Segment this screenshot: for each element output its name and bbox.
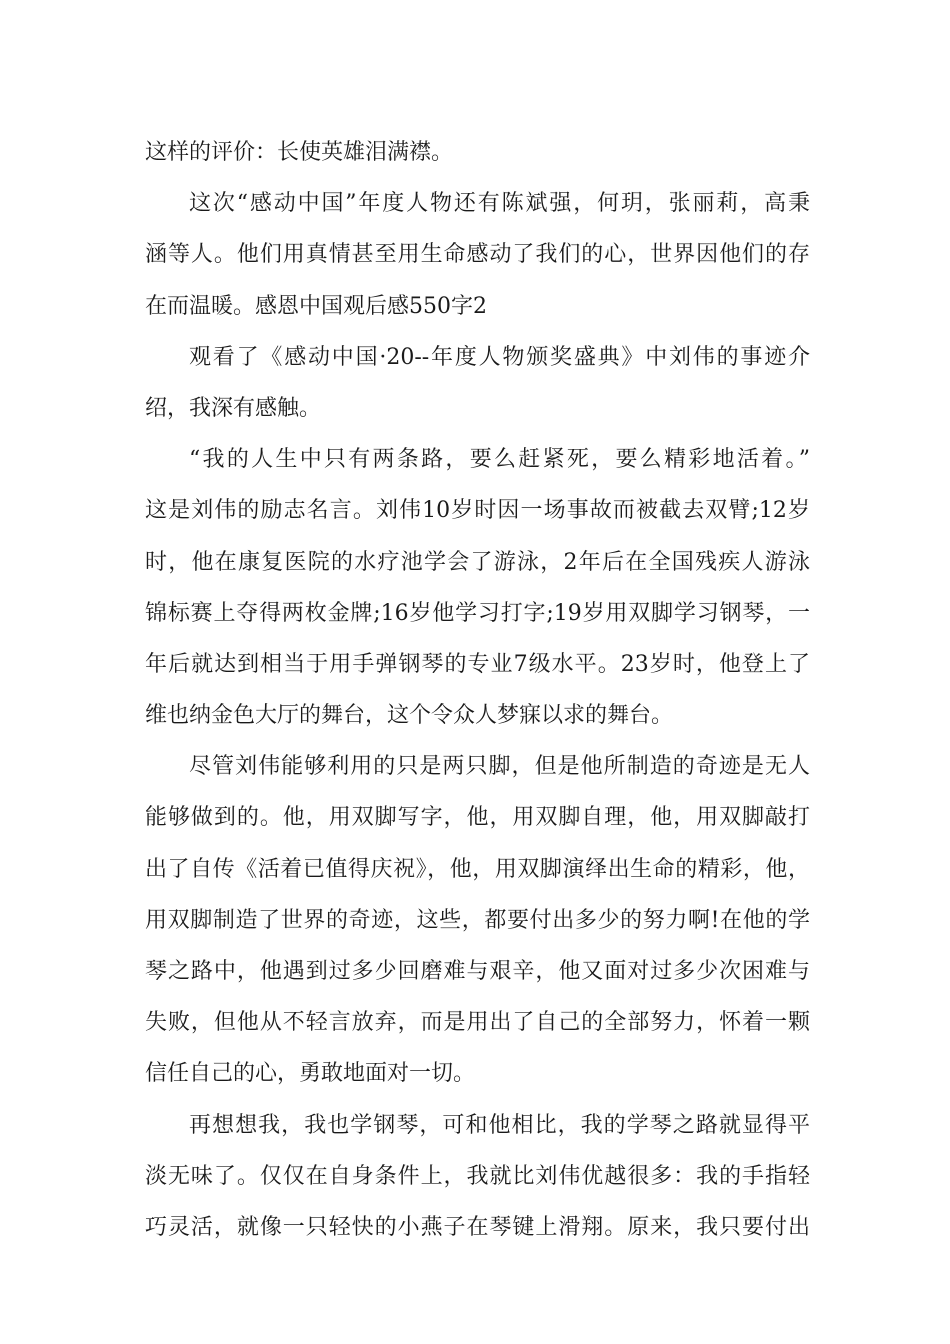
text-line: “我的人生中只有两条路，要么赶紧死，要么精彩地活着。” bbox=[189, 447, 810, 473]
text-line: 淡无味了。仅仅在自身条件上，我就比刘伟优越很多：我的手指轻 bbox=[145, 1163, 810, 1189]
text-line: 年后就达到相当于用手弹钢琴的专业7级水平。23岁时，他登上了 bbox=[145, 651, 810, 677]
paragraph bbox=[145, 127, 810, 178]
text-line: 这次“感动中国”年度人物还有陈斌强，何玥，张丽莉，高秉 bbox=[189, 191, 810, 217]
text-line: 失败，但他从不轻言放弃，而是用出了自己的全部努力，怀着一颗 bbox=[145, 1010, 810, 1036]
text-line: 信任自己的心，勇敢地面对一切。 bbox=[145, 1061, 476, 1087]
text-line: 琴之路中，他遇到过多少回磨难与艰辛，他又面对过多少次困难与 bbox=[145, 959, 810, 984]
text-line: 时，他在康复医院的水疗池学会了游泳，2年后在全国残疾人游泳 bbox=[145, 549, 810, 575]
text-line: 出了自传《活着已值得庆祝》，他，用双脚演绎出生命的精彩，他， bbox=[145, 856, 810, 882]
text-line: 能够做到的。他，用双脚写字，他，用双脚自理，他，用双脚敲打 bbox=[145, 805, 810, 831]
text-line: 这样的评价：长使英雄泪满襟。 bbox=[145, 140, 454, 165]
paragraph bbox=[145, 332, 810, 434]
text-line: 绍，我深有感触。 bbox=[145, 395, 322, 421]
text-line: 尽管刘伟能够利用的只是两只脚，但是他所制造的奇迹是无人 bbox=[189, 754, 810, 780]
paragraph bbox=[145, 741, 810, 1099]
text-line: 再想想我，我也学钢琴，可和他相比，我的学琴之路就显得平 bbox=[189, 1112, 810, 1138]
text-line: 巧灵活，就像一只轻快的小燕子在琴键上滑翔。原来，我只要付出 bbox=[145, 1214, 810, 1240]
paragraph bbox=[145, 434, 810, 741]
text-line: 锦标赛上夺得两枚金牌;16岁他学习打字;19岁用双脚学习钢琴，一 bbox=[145, 600, 810, 626]
text-line: 在而温暖。感恩中国观后感550字2 bbox=[145, 293, 487, 319]
text-line: 维也纳金色大厅的舞台，这个令众人梦寐以求的舞台。 bbox=[145, 703, 674, 729]
document-body bbox=[145, 127, 810, 1253]
text-line: 这是刘伟的励志名言。刘伟10岁时因一场事故而被截去双臂;12岁 bbox=[145, 498, 810, 524]
text-line: 观看了《感动中国·20--年度人物颁奖盛典》中刘伟的事迹介 bbox=[189, 344, 810, 370]
paragraph bbox=[145, 1100, 810, 1254]
text-line: 涵等人。他们用真情甚至用生命感动了我们的心，世界因他们的存 bbox=[145, 242, 810, 268]
paragraph bbox=[145, 178, 810, 332]
text-line: 用双脚制造了世界的奇迹，这些，都要付出多少的努力啊!在他的学 bbox=[145, 907, 810, 933]
